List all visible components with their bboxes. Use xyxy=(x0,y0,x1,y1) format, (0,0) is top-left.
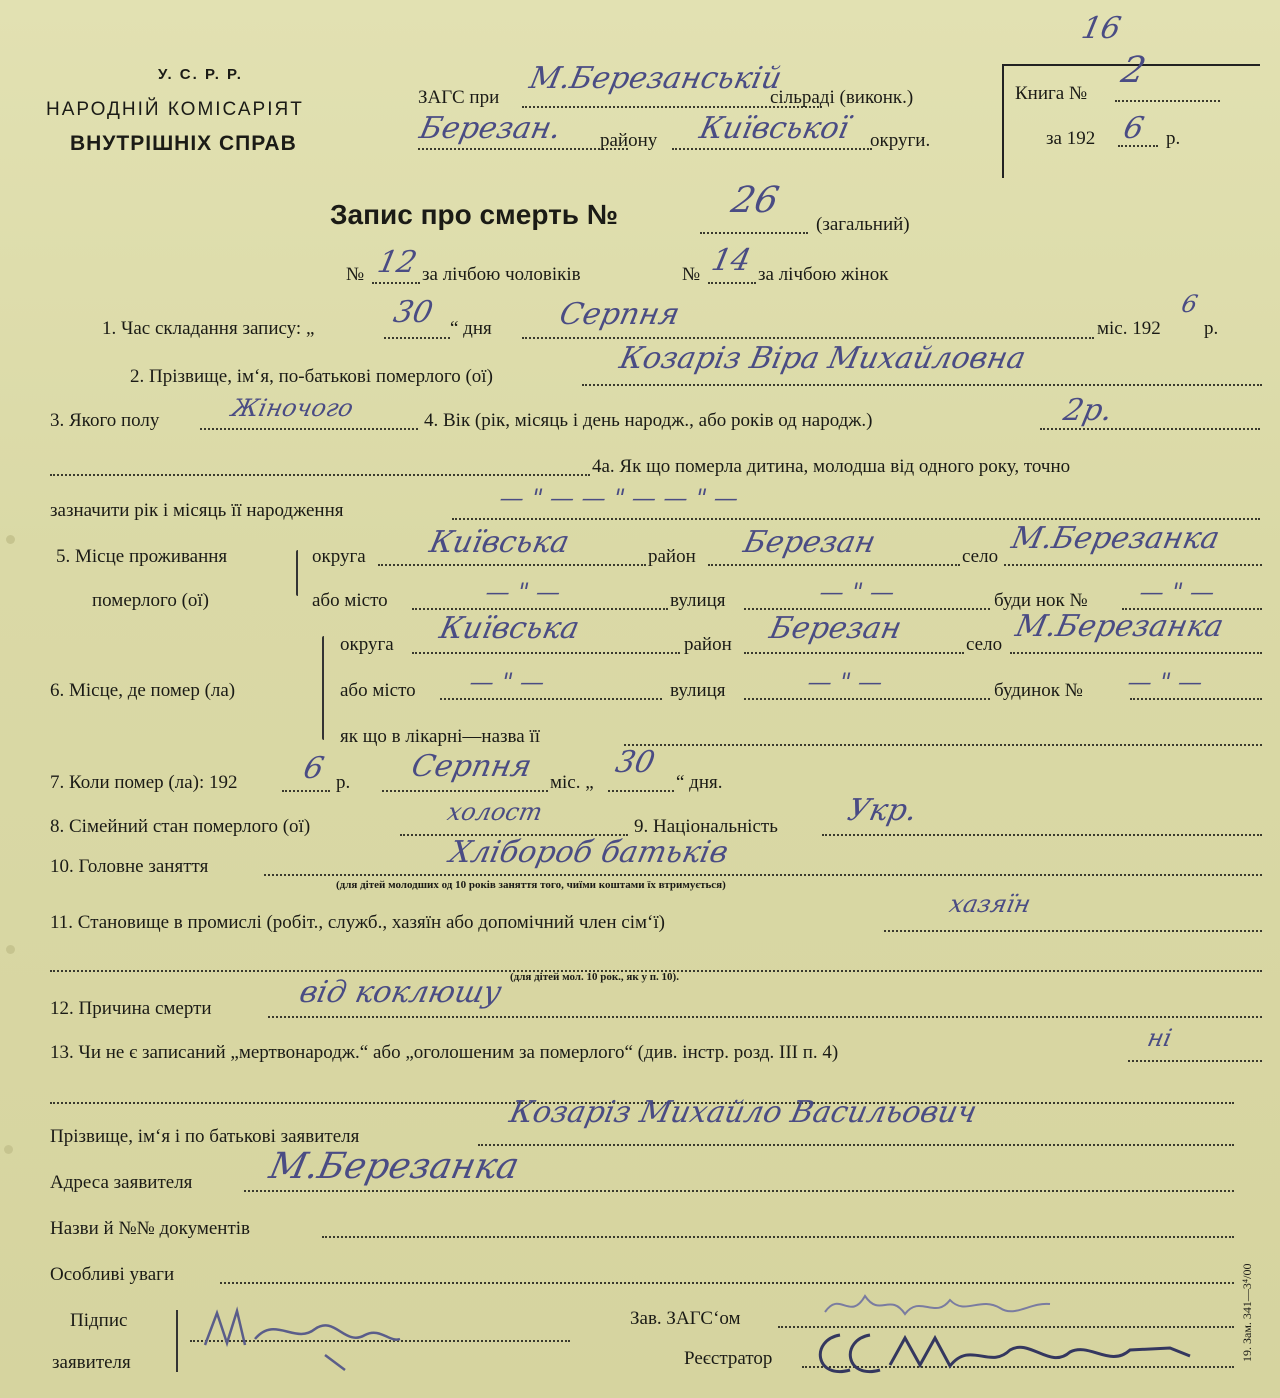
special-notes-line xyxy=(220,1282,1234,1284)
f9-value: Укр. xyxy=(844,793,921,828)
f6-raion-label: район xyxy=(684,634,732,655)
f4a-blank-line xyxy=(50,474,590,476)
f6-selo-line xyxy=(1010,652,1262,654)
book-year-label: за 192 xyxy=(1046,128,1096,149)
title-number-line xyxy=(700,232,808,234)
f11-label: 11. Становище в промислі (робіт., служб., хазяїн або допомічний член сім‘ї) xyxy=(50,912,665,933)
zags-okruha-label: округи. xyxy=(870,130,931,151)
men-label: за лічбою чоловіків xyxy=(422,264,581,285)
f7-day-suffix: “ дня. xyxy=(676,772,723,793)
punch-hole xyxy=(4,1145,13,1154)
f9-label: 9. Національність xyxy=(634,816,778,837)
f2-label: 2. Прізвище, ім‘я, по-батькові померлого (ої) xyxy=(130,366,493,387)
f11-value: хазяїн xyxy=(947,890,1034,918)
header-internal-affairs: ВНУТРІШНІХ СПРАВ xyxy=(70,132,297,155)
f5-raion-line xyxy=(708,564,960,566)
f7-day-value: 30 xyxy=(612,745,659,780)
f6-vulytsia-label: вулиця xyxy=(670,680,726,701)
title-suffix: (загальний) xyxy=(816,214,910,235)
f9-line xyxy=(822,834,1262,836)
zags-selrada-value: М.Березанській xyxy=(526,61,785,96)
zags-raion-label: району xyxy=(600,130,658,151)
f10-value: Хлібороб батьків xyxy=(446,835,732,870)
f6-raion-value: Березан xyxy=(766,611,905,646)
f7-month-value: Серпня xyxy=(408,749,535,784)
punch-hole xyxy=(6,945,15,954)
f5-label1: 5. Місце проживання xyxy=(56,546,228,567)
f6-raion-line xyxy=(744,652,964,654)
zags-head-label: Зав. ЗАГС‘ом xyxy=(630,1308,741,1329)
f12-line xyxy=(268,1016,1262,1018)
f6-label: 6. Місце, де помер (ла) xyxy=(50,680,236,701)
f5-okruha-label: округа xyxy=(312,546,366,567)
f10-line xyxy=(264,874,1262,876)
f1-r: р. xyxy=(1204,318,1219,339)
book-number-line xyxy=(1115,100,1220,102)
documents-line xyxy=(322,1236,1234,1238)
f5-okruha-value: Київська xyxy=(426,525,573,560)
zags-raion-value: Березан. xyxy=(416,111,565,146)
applicant-name-value: Козаріз Михайло Васильович xyxy=(506,1095,980,1130)
f5-raion-label: район xyxy=(648,546,696,567)
f5-misto-value: — " — xyxy=(483,578,564,606)
f3-label: 3. Якого полу xyxy=(50,410,160,431)
f5-budynok-value: — " — xyxy=(1137,578,1218,606)
f1-month-value: Серпня xyxy=(556,297,683,332)
f4a-line xyxy=(452,518,1260,520)
f5-vulytsia-value: — " — xyxy=(817,578,898,606)
f6-budynok-value: — " — xyxy=(1125,668,1206,696)
women-count-value: 14 xyxy=(708,243,755,278)
sign-label-1: Підпис xyxy=(70,1310,128,1331)
f7-month-line xyxy=(382,790,548,792)
punch-hole xyxy=(6,535,15,544)
f5-selo-line xyxy=(1004,564,1262,566)
zags-suffix: сільраді (виконк.) xyxy=(770,87,914,108)
f6-vulytsia-line xyxy=(744,698,990,700)
applicant-address-label: Адреса заявителя xyxy=(50,1172,193,1193)
f5-selo-value: М.Березанка xyxy=(1008,521,1223,556)
f5-vulytsia-line xyxy=(744,608,990,610)
f4-line xyxy=(1040,428,1260,430)
applicant-address-line xyxy=(244,1190,1234,1192)
f13-line xyxy=(1128,1060,1262,1062)
f6-okruha-value: Київська xyxy=(436,611,583,646)
f12-value: від коклюшу xyxy=(296,975,505,1010)
header-commissariat: НАРОДНІЙ КОМІСАРІЯТ xyxy=(46,99,304,120)
f7-label: 7. Коли помер (ла): 192 xyxy=(50,772,238,793)
women-count-line xyxy=(708,282,756,284)
book-year-suffix: р. xyxy=(1166,128,1181,149)
f10-note: (для дітей молодших од 10 років заняття того, чиїми коштами їх втримується) xyxy=(336,879,726,891)
sign-label-2: заявителя xyxy=(52,1352,131,1373)
women-no: № xyxy=(682,264,701,285)
f6-likarnia-line xyxy=(624,744,1262,746)
f5-raion-value: Березан xyxy=(740,525,879,560)
men-no: № xyxy=(346,264,365,285)
zags-raion-line xyxy=(418,148,628,150)
printer-mark: 19. Зам. 341—3⁴/00 xyxy=(1240,1263,1254,1362)
f4a-value: — " — — " — — " — xyxy=(497,484,742,512)
men-count-value: 12 xyxy=(374,245,421,280)
f6-okruha-label: округа xyxy=(340,634,394,655)
registrar-label: Реєстратор xyxy=(684,1348,773,1369)
f5-okruha-line xyxy=(378,564,646,566)
men-count-line xyxy=(372,282,420,284)
applicant-name-line xyxy=(478,1144,1234,1146)
f5-brace xyxy=(296,550,298,596)
book-label: Книга № xyxy=(1015,83,1088,104)
f1-mis: міс. 192 xyxy=(1097,318,1161,339)
f6-misto-label: або місто xyxy=(340,680,416,701)
f6-selo-value: М.Березанка xyxy=(1012,609,1227,644)
f4-label: 4. Вік (рік, місяць і день народж., або років од народж.) xyxy=(424,410,873,431)
f1-label: 1. Час складання запису: „ xyxy=(102,318,315,339)
f7-day-line xyxy=(608,790,674,792)
f13-label: 13. Чи не є записаний „мертвонародж.“ або „оголошеним за померлого“ (див. інстр. розд. ІІІ п. 4) xyxy=(50,1042,839,1063)
f11-note: (для дітей мол. 10 рок., як у п. 10). xyxy=(510,971,679,983)
f4a-label2: зазначити рік і місяць її народження xyxy=(50,500,344,521)
zags-okruha-line xyxy=(672,148,872,150)
f7-r: р. xyxy=(336,772,351,793)
f7-year-line xyxy=(282,790,330,792)
f1-year-value: 6 xyxy=(1179,290,1201,318)
f5-misto-line xyxy=(412,608,668,610)
f2-value: Козаріз Віра Михайловна xyxy=(616,341,1029,376)
f1-day-line xyxy=(384,337,450,339)
registrar-signature xyxy=(810,1320,1210,1390)
zags-prefix: ЗАГС при xyxy=(418,87,500,108)
f6-likarnia-label: як що в лікарні—назва її xyxy=(340,726,540,747)
f6-okruha-line xyxy=(412,652,680,654)
f7-mis: міс. „ xyxy=(550,772,594,793)
f11-line xyxy=(884,930,1262,932)
f6-budynok-label: будинок № xyxy=(994,680,1083,701)
f12-label: 12. Причина смерти xyxy=(50,998,212,1019)
applicant-name-label: Прізвище, ім‘я і по батькові заявителя xyxy=(50,1126,360,1147)
f5-vulytsia-label: вулиця xyxy=(670,590,726,611)
sign-brace xyxy=(176,1310,178,1372)
f6-misto-value: — " — xyxy=(467,668,548,696)
form-title: Запис про смерть № xyxy=(330,199,618,230)
f8-label: 8. Сімейний стан померлого (ої) xyxy=(50,816,311,837)
f4-value: 2р. xyxy=(1060,393,1116,428)
zags-okruha-value: Київської xyxy=(696,111,853,146)
women-label: за лічбою жінок xyxy=(758,264,889,285)
f6-selo-label: село xyxy=(966,634,1003,655)
f5-label2: померлого (ої) xyxy=(92,590,209,611)
f1-day-value: 30 xyxy=(390,295,437,330)
f7-year-value: 6 xyxy=(300,751,327,786)
record-number: 26 xyxy=(727,180,783,221)
f13-value: ні xyxy=(1145,1024,1175,1052)
f2-line xyxy=(582,384,1262,386)
special-notes-label: Особливі уваги xyxy=(50,1264,175,1285)
f6-budynok-line xyxy=(1130,698,1262,700)
f5-selo-label: село xyxy=(962,546,999,567)
f3-value: Жіночого xyxy=(229,394,356,422)
applicant-address-value: М.Березанка xyxy=(265,1146,523,1187)
header-ussr: У. С. Р. Р. xyxy=(158,66,243,83)
f3-line xyxy=(200,428,418,430)
f6-brace xyxy=(322,636,324,740)
f5-budynok-label: буди нок № xyxy=(994,590,1088,611)
f1-day-suffix: “ дня xyxy=(450,318,492,339)
corner-number: 16 xyxy=(1078,11,1125,46)
f6-vulytsia-value: — " — xyxy=(805,668,886,696)
book-number-value: 2 xyxy=(1117,50,1150,91)
applicant-signature xyxy=(195,1295,415,1375)
f5-misto-label: або місто xyxy=(312,590,388,611)
f10-label: 10. Головне заняття xyxy=(50,856,209,877)
book-year-value: 6 xyxy=(1120,111,1147,146)
f8-value: холост xyxy=(445,798,545,826)
f6-misto-line xyxy=(440,698,662,700)
f4a-label: 4а. Як що померла дитина, молодша від одного року, точно xyxy=(592,456,1071,477)
documents-label: Назви й №№ документів xyxy=(50,1218,251,1239)
f1-month-line xyxy=(522,337,1094,339)
